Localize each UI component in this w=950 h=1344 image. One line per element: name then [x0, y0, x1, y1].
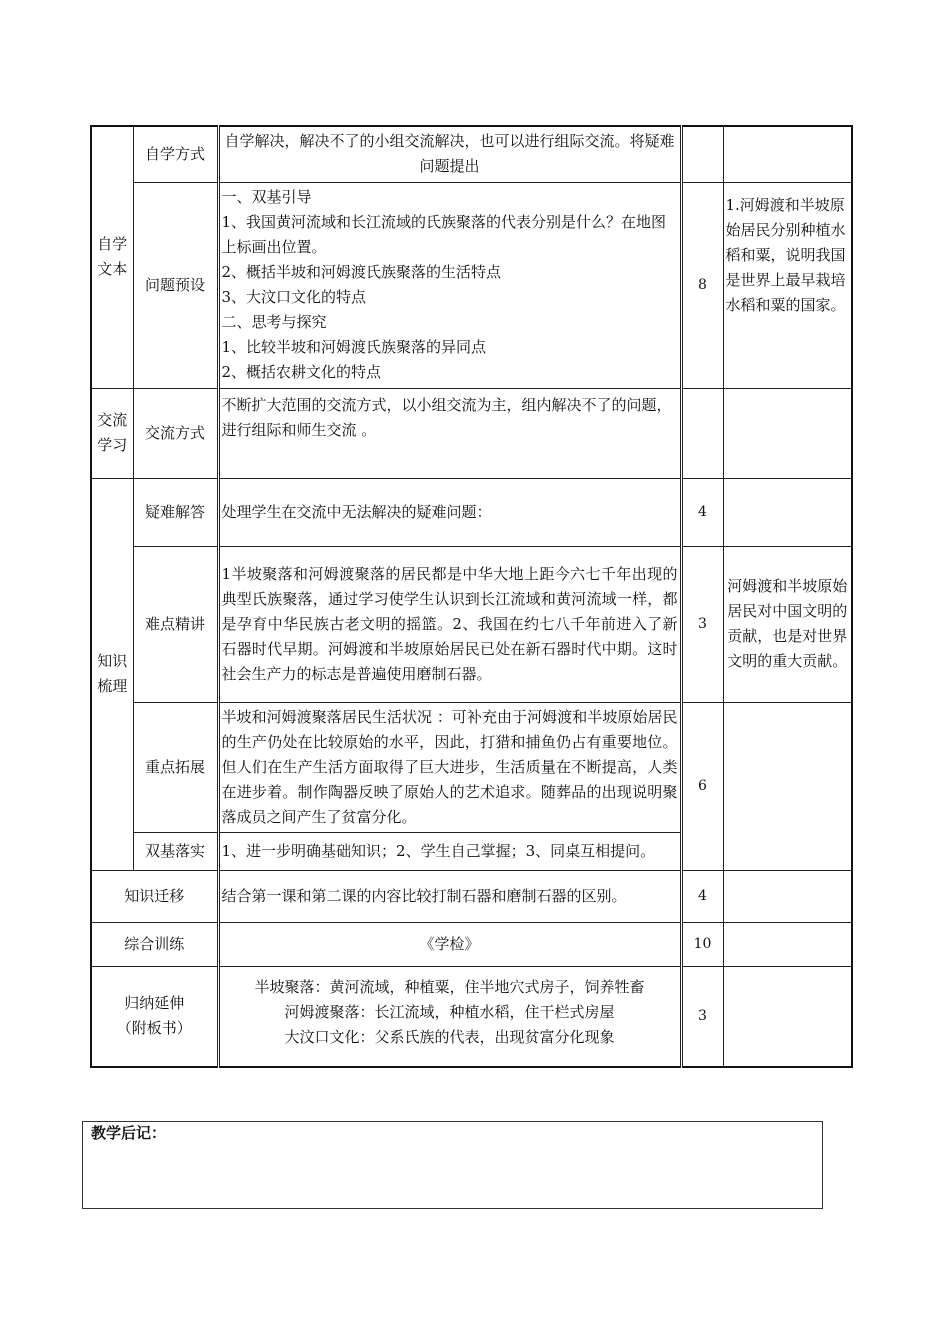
knowledge-group-label: 知识梳理	[91, 478, 133, 870]
exchange-label: 交流方式	[133, 388, 218, 478]
exchange-content: 不断扩大范围的交流方式，以小组交流为主，组内解决不了的问题，进行组际和师生交流 。	[218, 388, 681, 478]
training-note	[723, 922, 852, 966]
summary-line: 大汶口文化：父系氏族的代表，出现贫富分化现象	[284, 1027, 615, 1046]
basics-content: 1、进一步明确基础知识；2、学生自己掌握；3、同桌互相提问。	[218, 832, 681, 870]
difficult-note: 河姆渡和半坡原始居民对中国文明的贡献，也是对世界文明的重大贡献。	[723, 546, 852, 702]
question-line: 1、比较半坡和河姆渡氏族聚落的异同点	[221, 338, 487, 356]
teaching-postscript-box[interactable]	[82, 1121, 823, 1209]
training-time: 10	[681, 922, 723, 966]
key-note	[723, 702, 852, 870]
knowledge-row-qa	[91, 478, 852, 546]
question-line: 1、我国黄河流域和长江流域的氏族聚落的代表分别是什么？在地图上标画出位置。	[221, 213, 667, 256]
summary-note	[723, 966, 852, 1067]
training-row	[91, 922, 852, 966]
transfer-label: 知识迁移	[91, 870, 218, 922]
summary-label	[91, 966, 218, 1067]
summary-row	[91, 966, 852, 1067]
exchange-group-label: 交流学习	[91, 388, 133, 478]
transfer-row	[91, 870, 852, 922]
questions-note: 1.河姆渡和半坡原始居民分别种植水稻和粟，说明我国是世界上最早栽培水稻和粟的国家。	[723, 182, 852, 388]
lesson-plan-table	[90, 125, 853, 1068]
transfer-time: 4	[681, 870, 723, 922]
self-study-method-time	[681, 126, 723, 182]
self-study-method-label: 自学方式	[133, 126, 218, 182]
difficult-content: 1半坡聚落和河姆渡聚落的居民都是中华大地上距今六七千年出现的典型氏族聚落，通过学习使学生认识到长江流域和黄河流域一样，都是孕育中华民族古老文明的摇篮。2、我国在约七八千年前进入了新石器时代早期。河姆渡和半坡原始居民已处在新石器时代中期。这时社会生产力的标志是普遍使用磨制石器。	[218, 546, 681, 702]
self-study-group-label: 自学文本	[91, 126, 133, 388]
knowledge-row-key	[91, 702, 852, 832]
questions-content	[218, 182, 681, 388]
question-line: 二、思考与探究	[221, 313, 327, 331]
key-content: 半坡和河姆渡聚落居民生活状况 ：可补充由于河姆渡和半坡原始居民的生产仍处在比较原始的水平，因此，打猎和捕鱼仍占有重要地位。但人们在生产生活方面取得了巨大进步，生活质量在不断提高，人类在进步着。制作陶器反映了原始人的艺术追求。随葬品的出现说明聚落成员之间产生了贫富分化。	[218, 702, 681, 832]
self-study-method-note	[723, 126, 852, 182]
key-time: 6	[681, 702, 723, 870]
question-line: 一、双基引导	[221, 188, 312, 206]
key-label: 重点拓展	[133, 702, 218, 832]
summary-line: 河姆渡聚落：长江流域，种植水稻，住干栏式房屋	[284, 1002, 615, 1021]
basics-label: 双基落实	[133, 832, 218, 870]
exchange-row	[91, 388, 852, 478]
difficult-label: 难点精讲	[133, 546, 218, 702]
summary-label-line2: （附板书）	[116, 1019, 192, 1038]
questions-time: 8	[681, 182, 723, 388]
question-line: 2、概括半坡和河姆渡氏族聚落的生活特点	[221, 263, 502, 281]
qa-note	[723, 478, 852, 546]
self-study-method-row	[91, 126, 852, 182]
transfer-note	[723, 870, 852, 922]
exchange-time	[681, 388, 723, 478]
postscript-title: 教学后记：	[91, 1124, 167, 1142]
summary-time: 3	[681, 966, 723, 1067]
summary-line: 半坡聚落：黄河流域，种植粟，住半地穴式房子，饲养牲畜	[254, 977, 645, 996]
transfer-content: 结合第一课和第二课的内容比较打制石器和磨制石器的区别。	[218, 870, 681, 922]
training-label: 综合训练	[91, 922, 218, 966]
questions-label: 问题预设	[133, 182, 218, 388]
qa-content: 处理学生在交流中无法解决的疑难问题：	[218, 478, 681, 546]
exchange-note	[723, 388, 852, 478]
question-line: 3、大汶口文化的特点	[221, 288, 367, 306]
training-content: 《学检》	[218, 922, 681, 966]
knowledge-row-difficult	[91, 546, 852, 702]
difficult-time: 3	[681, 546, 723, 702]
self-study-questions-row	[91, 182, 852, 388]
qa-time: 4	[681, 478, 723, 546]
qa-label: 疑难解答	[133, 478, 218, 546]
self-study-method-content: 自学解决，解决不了的小组交流解决，也可以进行组际交流。将疑难问题提出	[218, 126, 681, 182]
summary-label-line1: 归纳延伸	[124, 994, 185, 1013]
summary-content	[218, 966, 681, 1067]
question-line: 2、概括农耕文化的特点	[221, 363, 382, 381]
